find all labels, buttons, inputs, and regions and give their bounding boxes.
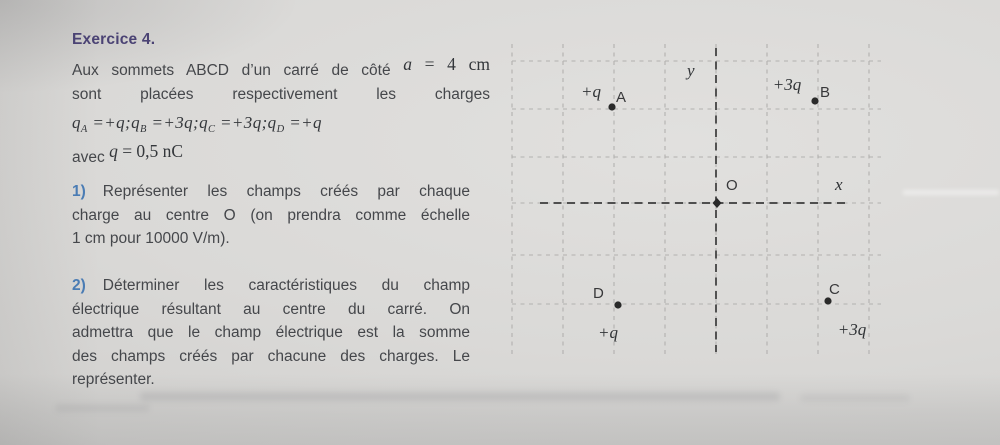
diagram-label-B: B (820, 84, 831, 101)
question-1-line: 1) Représenter les champs créés par chaque (72, 183, 470, 201)
diagram-label-plusq: +q (598, 323, 618, 342)
question-2-line: des champs créés par chacune des charges. Le (72, 347, 470, 365)
diagram-label-y: y (687, 61, 695, 80)
page-bleedthrough-smudge (55, 404, 150, 412)
avec-line (72, 143, 490, 171)
intro-paragraph (72, 54, 490, 171)
paper-highlight-streak (903, 190, 999, 195)
diagram-label-plus3q: +3q (837, 320, 867, 339)
side-length-math: a = 4 cm (403, 54, 490, 74)
questions-block (72, 180, 470, 392)
diagram-label-x: x (835, 175, 843, 194)
point-D (614, 301, 621, 308)
charge-symbol: $q_A$ (72, 113, 88, 136)
question-2-number: 2) (72, 276, 86, 294)
question-1 (72, 180, 470, 251)
intro-line-1-text: Aux sommets ABCD d’un carré de côté (72, 62, 391, 79)
diagram-label-D: D (593, 285, 604, 302)
question-1-line: 1 cm pour 10000 V/m). (72, 230, 230, 248)
question-2-line: électrique résultant au centre du carré. On (72, 300, 470, 318)
question-1-line: charge au centre O (on prendra comme échelle (72, 206, 470, 224)
page-bleedthrough-smudge (140, 392, 780, 401)
avec-word: avec (72, 149, 105, 167)
page-bleedthrough-smudge (800, 394, 910, 402)
point-O (713, 198, 722, 208)
question-2-line: 2) Déterminer les caractéristiques du champ (72, 276, 470, 294)
intro-line-2: sont placées respectivement les charges (72, 85, 490, 103)
point-A (608, 103, 615, 110)
charge-symbol: $q_C$ (199, 113, 216, 136)
diagram-label-plusq: +q (581, 82, 601, 101)
question-2 (72, 274, 470, 392)
diagram-label-A: A (616, 89, 627, 106)
charge-symbol: $q_D$ (267, 113, 285, 136)
question-2-line: représenter. (72, 371, 155, 389)
question-1-number: 1) (72, 183, 86, 201)
diagram-label-O: O (726, 177, 738, 194)
charge-value-math: q = 0,5 nC (109, 141, 184, 162)
charges-square-diagram (495, 40, 890, 360)
diagram-label-C: C (829, 281, 840, 298)
exercise-title: Exercice 4. (72, 31, 156, 48)
point-C (824, 297, 831, 304)
question-2-line: admettra que le champ électrique est la somme (72, 324, 470, 342)
point-B (811, 97, 818, 104)
text-column (72, 31, 492, 392)
diagram-label-plus3q: +3q (772, 75, 802, 94)
intro-line-1 (72, 54, 490, 83)
charges-equation-line: $q_A$ $=+q;q_B$ $=+3q;q_C$ $=+3q;q_D =+q$ (72, 113, 322, 136)
charge-symbol: $q_B$ (131, 113, 147, 136)
